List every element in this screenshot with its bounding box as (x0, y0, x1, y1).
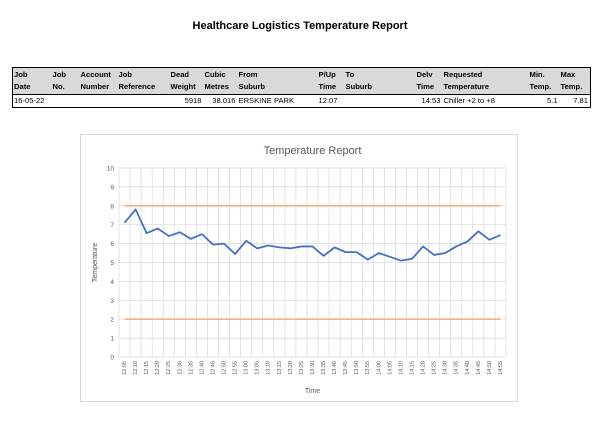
x-tick-label: 14:40 (464, 361, 471, 375)
cell-pickup-time: 12:07 (318, 95, 345, 108)
y-tick-label: 1 (110, 335, 114, 343)
y-tick-label: 8 (110, 203, 114, 211)
x-tick-label: 13:00 (243, 361, 250, 375)
x-tick-label: 14:35 (453, 361, 460, 375)
x-tick-label: 12:35 (188, 361, 195, 375)
header-delivery-time: Delv Time (416, 68, 443, 95)
header-min-temp: Min. Temp. (529, 68, 560, 95)
header-to-suburb: To Suburb (345, 68, 416, 95)
header-job-reference: Job Reference (118, 68, 170, 95)
y-tick-label: 0 (110, 354, 114, 362)
x-tick-label: 12:10 (133, 361, 140, 375)
header-dead-weight: Dead Weight (170, 68, 204, 95)
cell-min-temp: 5.1 (529, 95, 560, 108)
header-max-temp: Max Temp. (560, 68, 591, 95)
x-tick-label: 14:10 (398, 361, 405, 375)
header-cubic-metres: Cubic Metres (204, 68, 238, 95)
x-tick-label: 12:15 (144, 361, 151, 375)
job-table (12, 67, 591, 108)
x-tick-label: 14:50 (486, 361, 493, 375)
x-tick-label: 14:45 (475, 361, 482, 375)
cell-job-reference (118, 95, 170, 108)
x-tick-label: 14:25 (431, 361, 438, 375)
chart-title: Temperature Report (263, 145, 362, 157)
x-tick-label: 13:15 (276, 361, 283, 375)
x-tick-label: 13:35 (321, 361, 328, 375)
header-requested-temperature: Requested Temperature (443, 68, 529, 95)
x-tick-label: 13:55 (365, 361, 372, 375)
y-tick-label: 9 (110, 184, 114, 192)
cell-account-number (80, 95, 118, 108)
x-tick-label: 13:30 (309, 361, 316, 375)
x-tick-label: 12:40 (199, 361, 206, 375)
y-tick-label: 3 (110, 297, 114, 305)
y-tick-label: 7 (110, 222, 114, 230)
x-tick-label: 12:45 (210, 361, 217, 375)
temperature-chart-svg (81, 135, 519, 403)
report-title: Healthcare Logistics Temperature Report (192, 20, 408, 32)
cell-max-temp: 7.81 (560, 95, 591, 108)
x-tick-label: 14:20 (420, 361, 427, 375)
cell-delivery-time: 14:53 (416, 95, 443, 108)
x-axis-label: Time (304, 388, 321, 395)
x-tick-label: 12:05 (121, 361, 128, 375)
y-axis-label: Temperature (92, 242, 99, 283)
x-tick-label: 14:55 (497, 361, 504, 375)
header-job-date: Job Date (13, 68, 52, 95)
x-tick-label: 13:05 (254, 361, 261, 375)
x-tick-label: 13:20 (287, 361, 294, 375)
cell-cubic-metres: 38.016 (204, 95, 238, 108)
x-tick-label: 14:00 (376, 361, 383, 375)
series-line-0 (125, 209, 501, 260)
y-tick-label: 6 (110, 241, 114, 249)
x-tick-label: 13:40 (332, 361, 339, 375)
header-job-no: Job No. (52, 68, 80, 95)
table-header-row (13, 68, 591, 95)
x-tick-label: 12:20 (155, 361, 162, 375)
x-tick-label: 14:15 (409, 361, 416, 375)
cell-job-no (52, 95, 80, 108)
y-tick-label: 2 (110, 316, 114, 324)
x-tick-label: 12:50 (221, 361, 228, 375)
cell-requested-temperature: Chiller +2 to +8 (443, 95, 529, 108)
x-tick-label: 14:30 (442, 361, 449, 375)
x-tick-label: 14:05 (387, 361, 394, 375)
x-tick-label: 12:30 (177, 361, 184, 375)
header-from-suburb: From Suburb (238, 68, 318, 95)
x-tick-label: 12:55 (232, 361, 239, 375)
x-tick-label: 13:45 (343, 361, 350, 375)
cell-dead-weight: 5918 (170, 95, 204, 108)
x-tick-label: 13:10 (265, 361, 272, 375)
x-tick-label: 12:25 (166, 361, 173, 375)
x-tick-label: 13:50 (354, 361, 361, 375)
y-tick-label: 10 (106, 165, 114, 173)
table-row (13, 95, 591, 108)
y-tick-label: 4 (110, 278, 114, 286)
header-pickup-time: P/Up Time (318, 68, 345, 95)
cell-from-suburb: ERSKINE PARK (238, 95, 318, 108)
cell-to-suburb (345, 95, 416, 108)
temperature-chart (80, 134, 518, 402)
y-tick-label: 5 (110, 260, 114, 267)
cell-job-date: 16-05-22 (13, 95, 52, 108)
x-tick-label: 13:25 (298, 361, 305, 375)
header-account-number: Account Number (80, 68, 118, 95)
